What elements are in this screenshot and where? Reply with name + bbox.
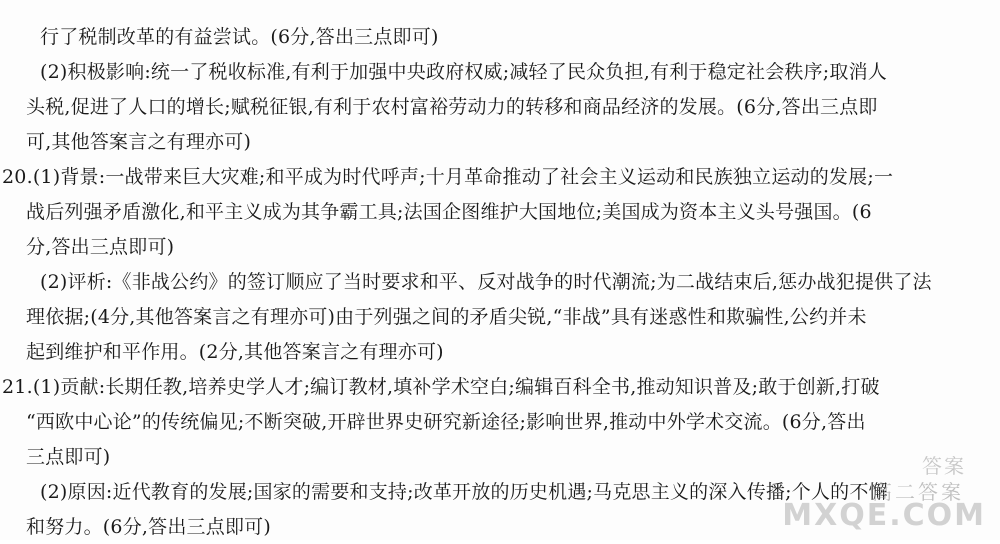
text-line: 21.(1)贡献:长期任教,培养史学人才;编订教材,填补学术空白;编辑百科全书,推动知识普及;敢于创新,打破	[2, 376, 880, 398]
text-line: (2)评析:《非战公约》的签订顺应了当时要求和平、反对战争的时代潮流;为二战结束后,惩办战犯提供了法	[40, 271, 932, 293]
text-line: 可,其他答案言之有理亦可)	[26, 131, 252, 153]
text-line: 行了税制改革的有益尝试。(6分,答出三点即可)	[40, 26, 439, 48]
text-line: (2)原因:近代教育的发展;国家的需要和支持;改革开放的历史机遇;马克思主义的深入传播;个人的不懈	[40, 481, 888, 503]
text-line: 起到维护和平作用。(2分,其他答案言之有理亦可)	[26, 341, 444, 363]
text-line: 头税,促进了人口的增长;赋税征银,有利于农村富裕劳动力的转移和商品经济的发展。(6分,答出三点即	[26, 96, 878, 118]
text-line: 理依据;(4分,其他答案言之有理亦可)由于列强之间的矛盾尖锐,“非战”具有迷惑性和欺骗性,公约并未	[26, 306, 867, 328]
watermark-url: MXQE.COM	[782, 498, 986, 533]
text-line: (2)积极影响:统一了税收标准,有利于加强中央政府权威;减轻了民众负担,有利于稳定社会秩序;取消人	[40, 61, 887, 83]
text-line: 20.(1)背景:一战带来巨大灾难;和平成为时代呼声;十月革命推动了社会主义运动和民族独立运动的发展;一	[2, 166, 894, 188]
site-watermark	[782, 450, 986, 536]
text-line: 分,答出三点即可)	[26, 236, 175, 258]
watermark-mid-text: 高二答案	[872, 480, 964, 504]
text-line: 和努力。(6分,答出三点即可)	[26, 516, 271, 538]
text-line: 战后列强矛盾激化,和平主义成为其争霸工具;法国企图维护大国地位;美国成为资本主义头号强国。(6	[26, 201, 872, 223]
text-line: “西欧中心论”的传统偏见;不断突破,开辟世界史研究新途径;影响世界,推动中外学术交流。(6分,答出	[26, 411, 866, 433]
text-line: 三点即可)	[26, 446, 111, 468]
watermark-top-text: 答案	[922, 454, 966, 478]
